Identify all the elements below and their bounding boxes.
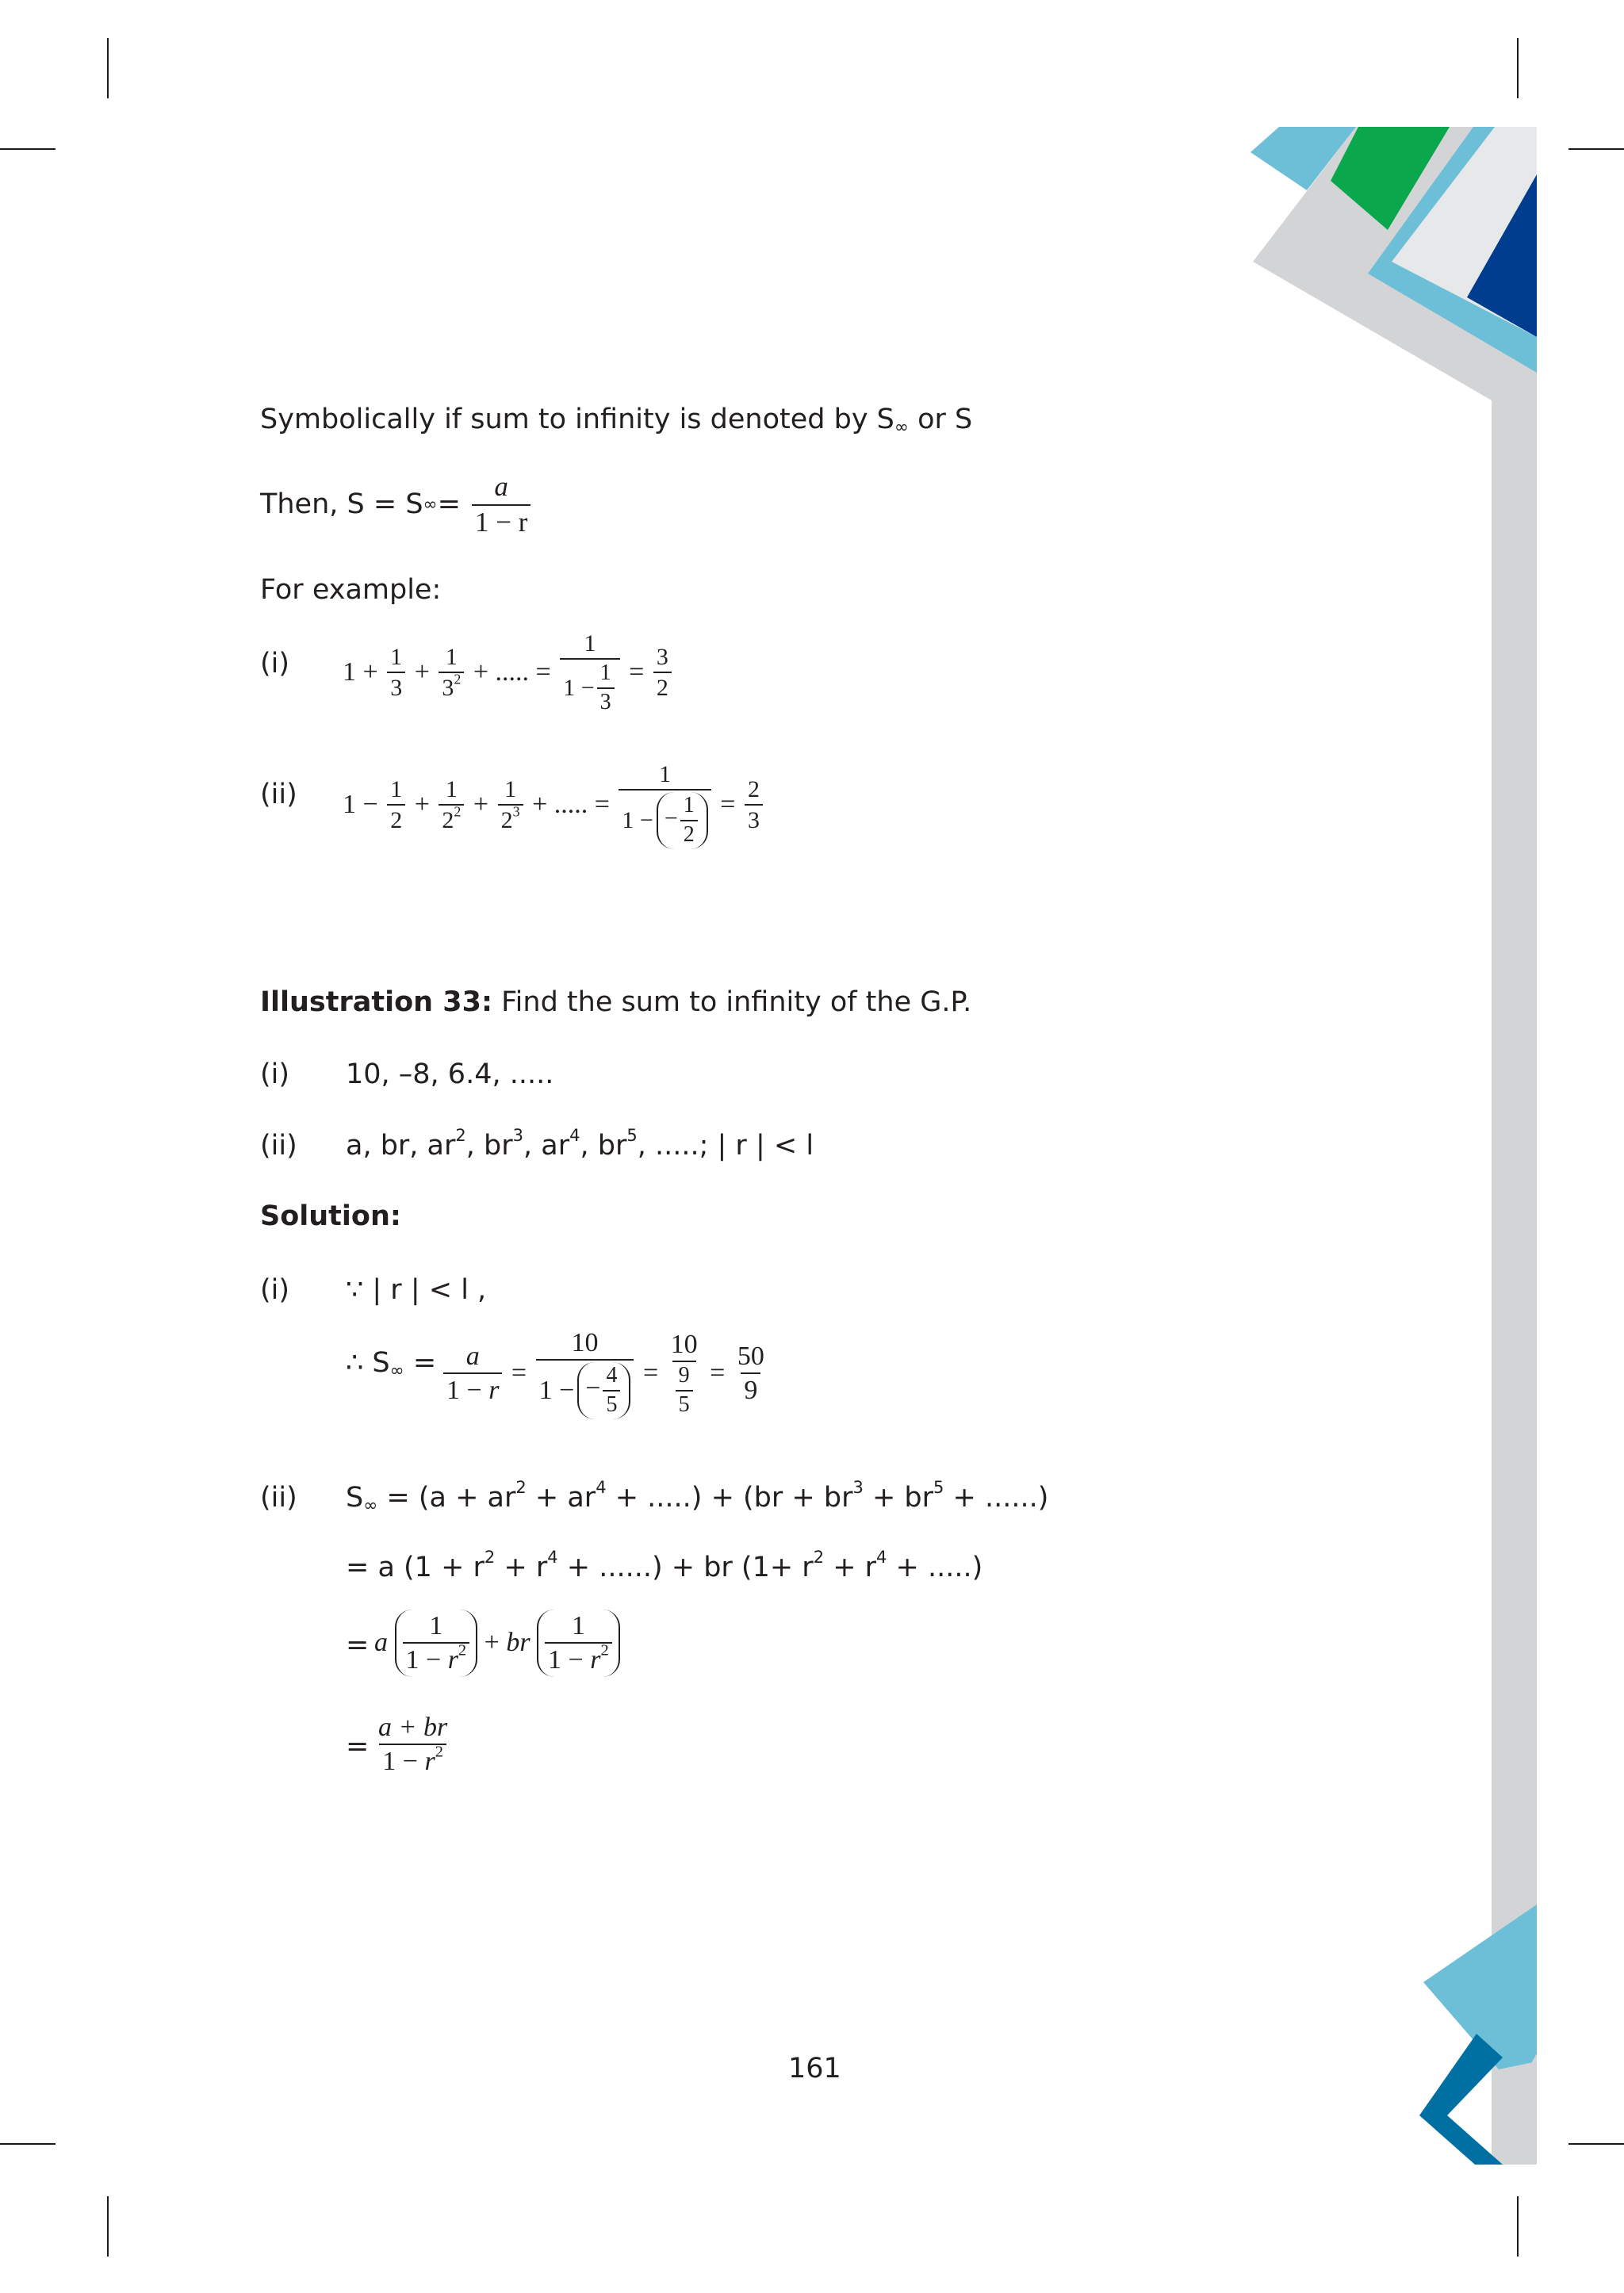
sum-to-infinity-statement (260, 404, 973, 438)
sol-ii-step-4: $\frac{a + br}{1 - r^2}$ (378, 1713, 448, 1777)
illustration-text: Find the sum to infinity of the G.P. (492, 986, 972, 1018)
item-ii-sequence: a, br, $ar^2$, $br^3$, $ar^4$, $br^5$, .....; | r | < l (346, 1126, 814, 1162)
teal-chevron (1419, 2034, 1503, 2165)
sol-i-label: (i) (260, 1274, 290, 1306)
denominator: 1 − r (472, 504, 530, 538)
example-ii-label: (ii) (260, 779, 297, 810)
statement-text-end: or S (908, 404, 973, 435)
example-ii-equation: 1 − $\frac{1}{2}$ + $\frac{1}{2^2}$ + $\frac{1}{2^3}$ + ..... = 1 1 − − $\frac{1}{2}$ = $\frac{2}{3}$ (343, 761, 765, 849)
infinity-subscript: ∞ (389, 1361, 404, 1381)
page-number: 161 (788, 2053, 841, 2084)
illustration-label: Illustration 33: (260, 986, 492, 1018)
equals-sign: = (404, 1347, 437, 1379)
sol-ii-step-3: a $\frac{1}{1 - r^2}$ + br $\frac{1}{1 - r^2}$ (374, 1610, 620, 1677)
then-label: Then, S = S (260, 488, 423, 520)
item-ii-label: (ii) (260, 1130, 297, 1162)
then-formula: Then, S = S ∞ = $\frac{a}{1 - r}$ (260, 472, 533, 538)
numerator: a (494, 471, 508, 502)
example-i-label: (i) (260, 648, 290, 679)
sol-i-therefore (346, 1347, 437, 1381)
sol-ii-step-2: = a ($1 + r^2 + r^4$ + ......) + br ($1+ r^2 + r^4$ + .....) (346, 1548, 983, 1583)
example-i-equation: 1 + $\frac{1}{3}$ + $\frac{1}{3^2}$ + ..... = 1 1 − $\frac{1}{3}$ = $\frac{3}{2}$ (343, 630, 674, 715)
equals-sign: = (437, 488, 461, 520)
for-example-label: For example: (260, 574, 442, 606)
sol-i-equation: $\frac{a}{1 - r}$ = 10 1 − − $\frac{4}{5}$ = $\frac{10}{\frac{9}{5}}$ = $\frac{50}{9}$ (441, 1328, 770, 1419)
therefore-label: ∴ S (346, 1347, 390, 1379)
item-i-label: (i) (260, 1058, 290, 1090)
solution-heading: Solution: (260, 1200, 401, 1232)
item-i-sequence: 10, –8, 6.4, ..... (346, 1058, 554, 1090)
side-strip (1492, 400, 1537, 2165)
statement-text: Symbolically if sum to infinity is denoted by S (260, 404, 894, 435)
infinity-subscript: ∞ (894, 417, 909, 438)
formula-fraction (472, 472, 530, 538)
sol-ii-step-4-eq: = (346, 1731, 370, 1763)
sol-i-condition: ∵ | r | < l , (346, 1274, 487, 1306)
illustration-heading (260, 986, 972, 1018)
sol-ii-step-1: $S_\infty = (a + ar^2 + ar^4$ + .....) + ($br + br^3 + br^5$ + ......) (346, 1478, 1049, 1516)
sol-ii-step-3-eq: = (346, 1629, 370, 1661)
sol-ii-label: (ii) (260, 1482, 297, 1514)
